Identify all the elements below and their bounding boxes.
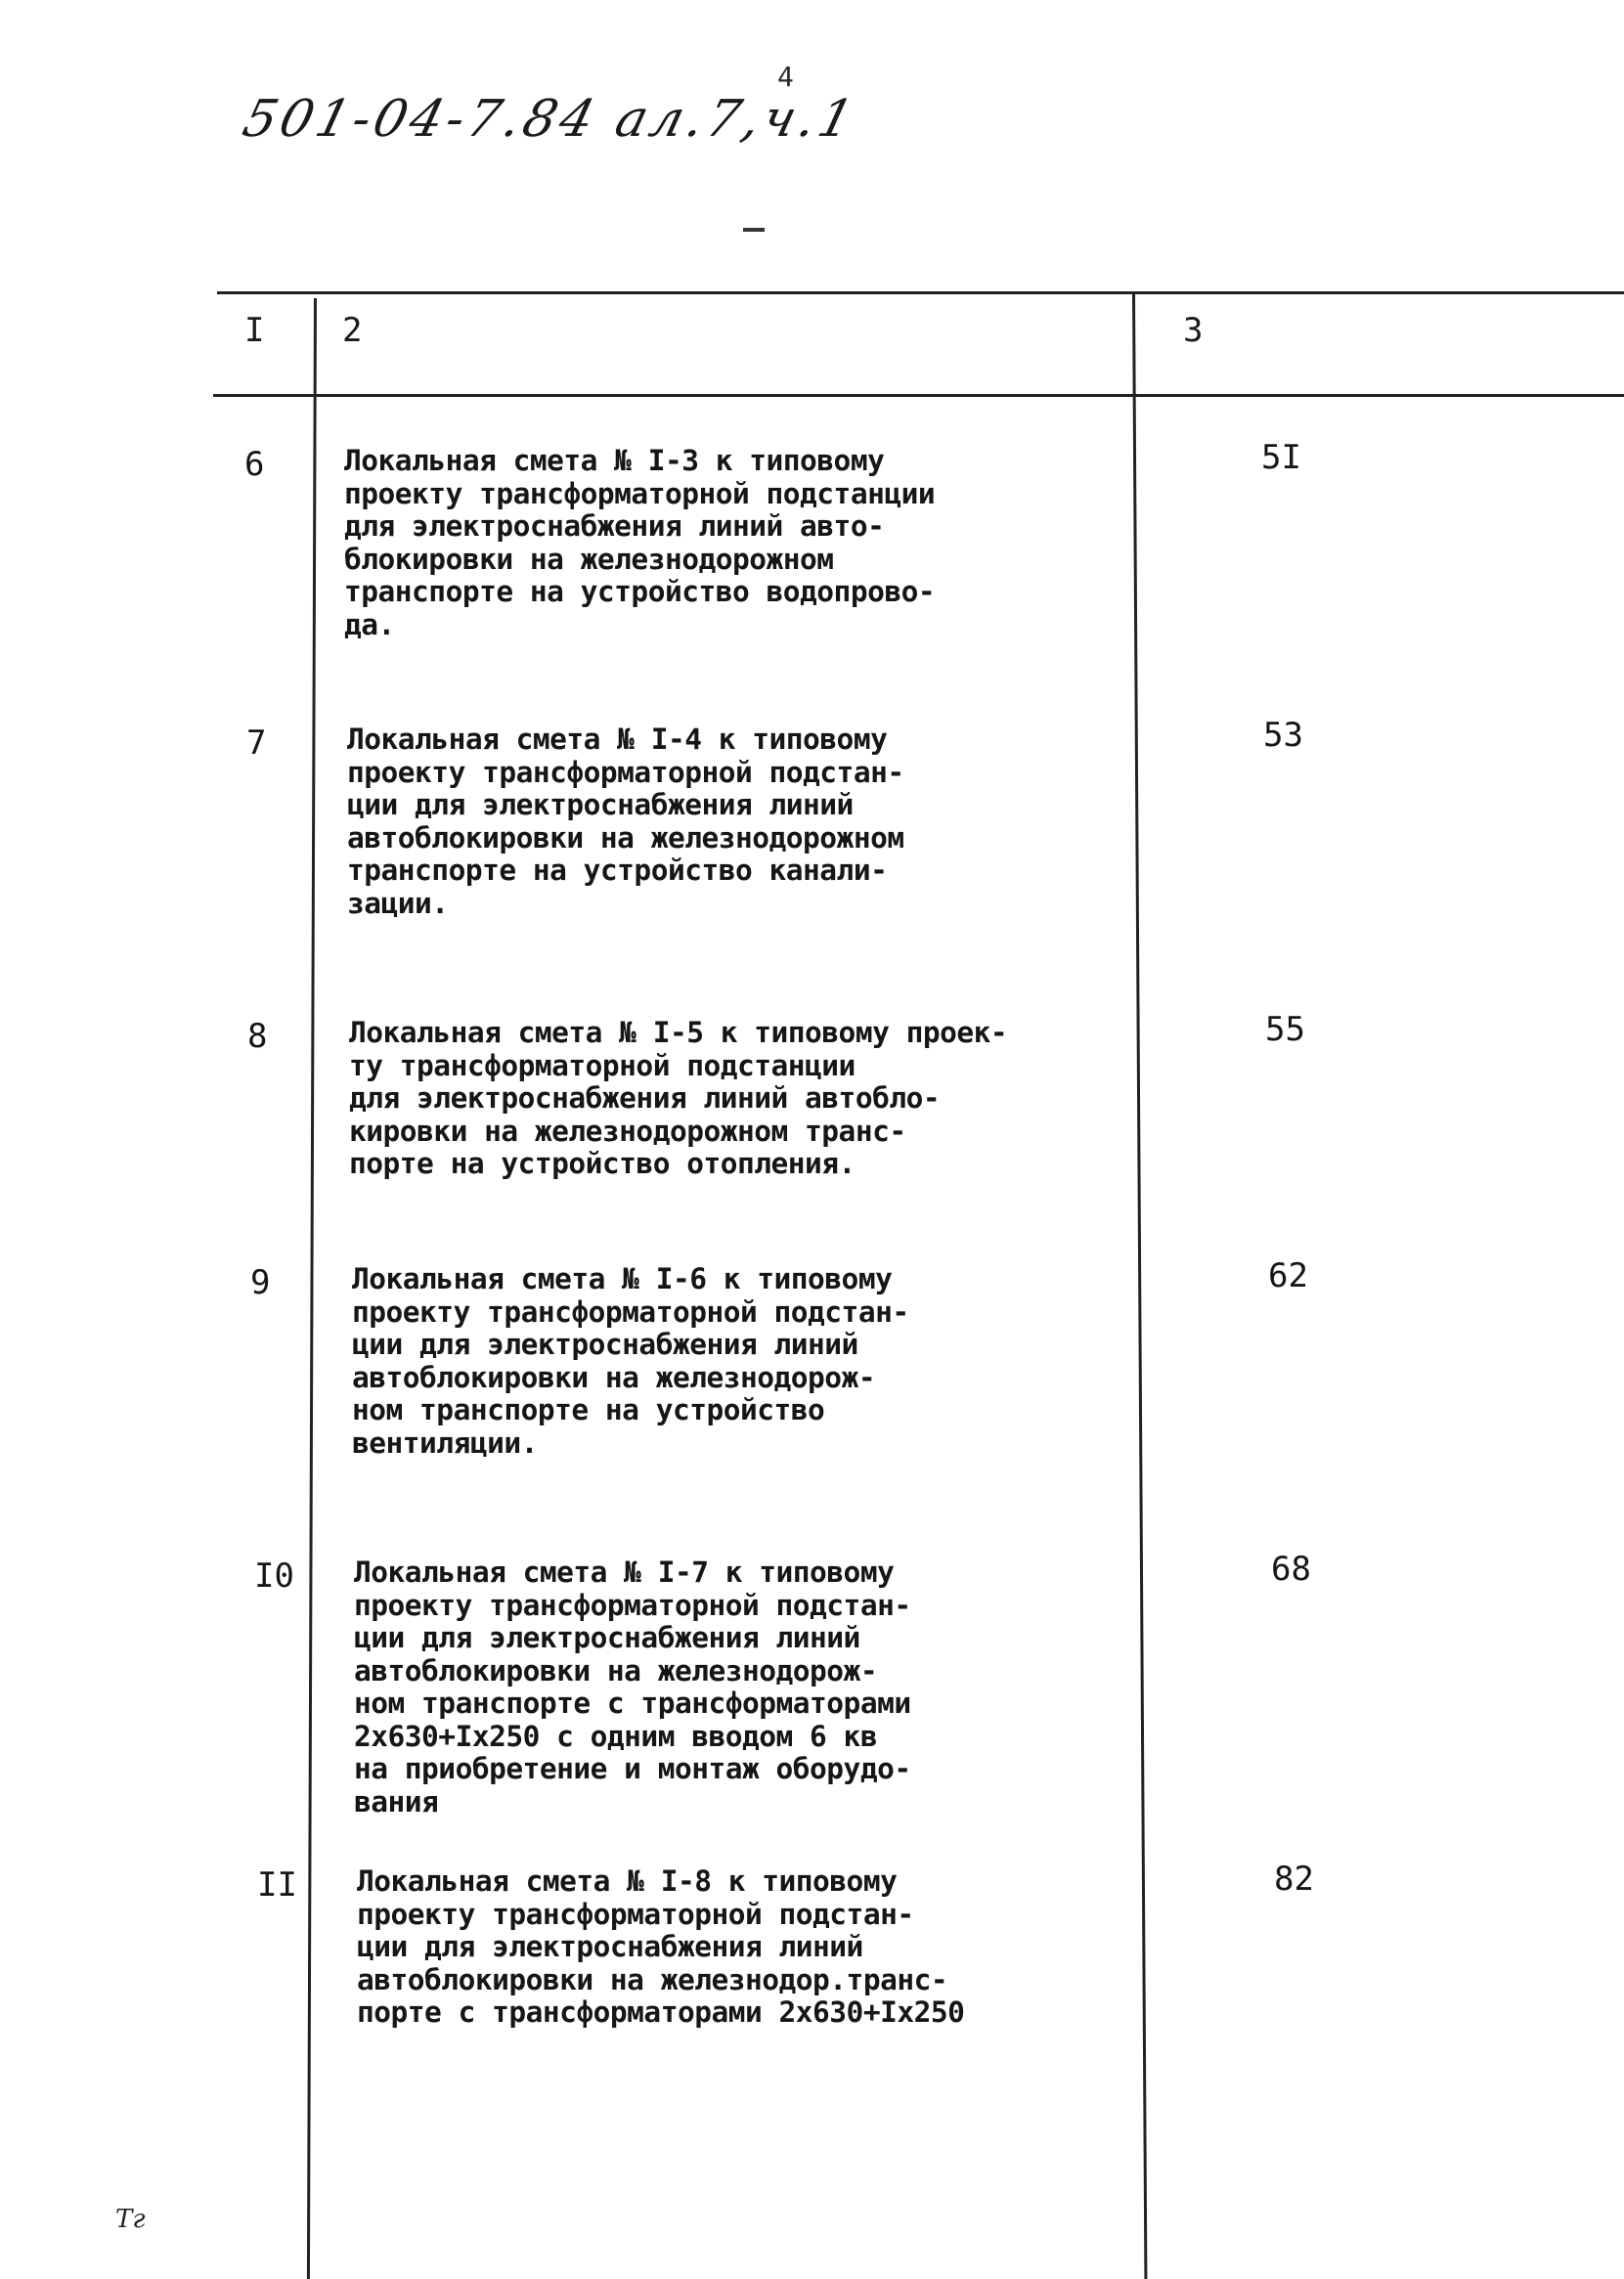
column-divider-2 [1132,291,1147,2279]
description-line: проекту трансформаторной подстан- [347,755,904,789]
table-top-rule [217,291,1624,294]
description-line: да. [344,607,395,641]
description-line: проекту трансформаторной подстан- [354,1588,911,1622]
description-line: проекту трансформаторной подстан- [352,1294,909,1329]
row-number: 8 [247,1017,268,1056]
description-line: блокировки на железнодорожном [344,542,834,576]
description-line: проекту трансформаторной подстан- [357,1897,914,1931]
row-number: II [257,1865,297,1905]
description-line: ту трансформаторной подстанции [349,1048,856,1082]
column-header-3: 3 [1183,311,1204,350]
row-description [354,1556,911,1819]
description-line: Локальная смета № I-5 к типовому проек- [349,1016,1008,1049]
description-line: Локальная смета № I-3 к типовому [344,444,885,477]
description-line: ции для электроснабжения линий [352,1328,858,1361]
description-line: автоблокировки на железнодорож- [352,1360,876,1394]
description-line: ном транспорте на устройство [352,1393,825,1426]
description-line: автоблокировки на железнодор.транс- [357,1962,948,1996]
description-line: транспорте на устройство водопрово- [344,575,936,608]
description-line: зации. [347,886,449,920]
row-description [347,723,904,920]
description-line: порте с трансформаторами 2х630+Iх250 [357,1995,965,2029]
description-line: вания [354,1784,439,1819]
description-line: автоблокировки на железнодорож- [354,1653,878,1687]
description-line: для электроснабжения линий автобло- [349,1081,941,1115]
row-description [357,1865,964,2030]
description-line: транспорте на устройство канали- [347,854,888,887]
row-description [352,1263,909,1460]
description-line: вентиляции. [352,1425,538,1460]
page-number: 4 [777,61,794,93]
description-line: кировки на железнодорожном транс- [349,1114,906,1148]
row-page-number: 82 [1274,1860,1314,1899]
row-page-number: 5I [1261,438,1301,477]
description-line: ции для электроснабжения линий [347,788,854,821]
description-line: 2х630+Iх250 с одним вводом 6 кв [354,1719,878,1753]
description-line: автоблокировки на железнодорожном [347,820,904,855]
description-line: для электроснабжения линий авто- [344,509,885,543]
description-line: Локальная смета № I-8 к типовому [357,1864,898,1898]
description-line: Локальная смета № I-6 к типовому [352,1262,893,1295]
column-divider-1 [307,298,317,2279]
row-number: 6 [244,445,265,484]
column-header-1: I [244,311,265,350]
column-header-2: 2 [342,311,363,350]
description-line: Локальная смета № I-4 к типовому [347,723,888,756]
row-number: I0 [254,1556,294,1596]
dash-mark [743,228,765,232]
description-line: ном транспорте с трансформаторами [354,1687,911,1720]
row-page-number: 55 [1265,1010,1305,1049]
document-code: 501-04-7.84 ал.7,ч.1 [237,90,863,149]
row-description [344,445,935,641]
row-number: 9 [250,1263,271,1302]
description-line: ции для электроснабжения линий [357,1930,863,1963]
row-number: 7 [246,723,267,763]
row-description [349,1017,1007,1181]
table-header-rule [213,394,1624,397]
description-line: проекту трансформаторной подстанции [344,476,936,510]
description-line: порте на устройство отопления. [349,1147,856,1180]
description-line: ции для электроснабжения линий [354,1621,860,1654]
row-page-number: 53 [1263,716,1303,755]
description-line: Локальная смета № I-7 к типовому [354,1556,895,1589]
row-page-number: 62 [1268,1256,1308,1295]
archive-stamp: Тг [115,2205,146,2234]
description-line: на приобретение и монтаж оборудо- [354,1752,911,1785]
row-page-number: 68 [1271,1550,1311,1589]
